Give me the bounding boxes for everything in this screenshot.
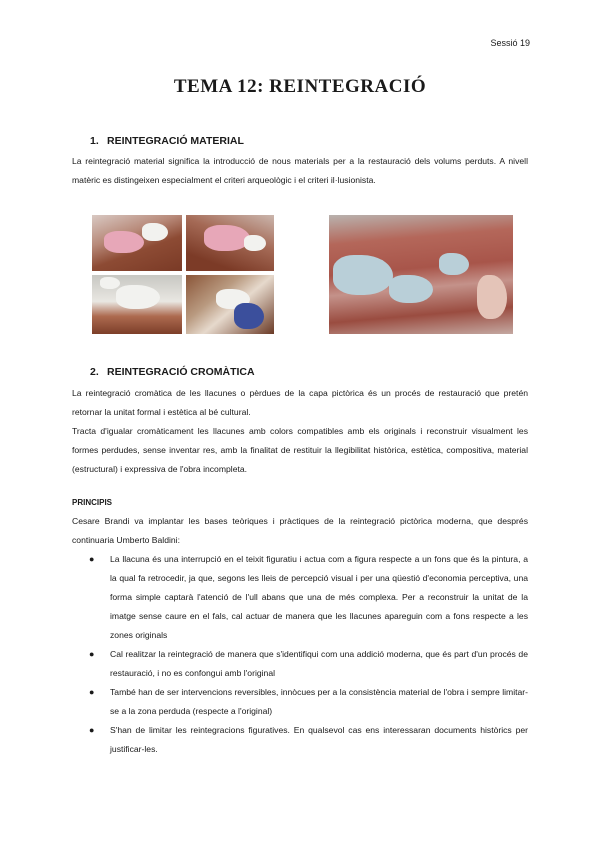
list-item: ● També han de ser intervencions reversibles, innòcues per a la consistència material de l'obra i sempre limitar-se a la zona perduda (respecte a l'original) — [72, 683, 528, 721]
principles-intro: Cesare Brandi va implantar les bases teòriques i pràctiques de la reintegració pictòrica moderna, que després continuaria Umberto Baldini: — [72, 516, 528, 545]
section-1-paragraph: La reintegració material significa la introducció de nous materials per a la restauració dels volums perduts. A nivell matèric es distingeixen especialment el criteri arqueològic i el criteri il·lusionista. — [72, 156, 528, 185]
bullet-icon: ● — [89, 554, 95, 564]
bullet-icon: ● — [89, 725, 95, 735]
restoration-photo-2 — [186, 215, 274, 271]
restoration-photo-4 — [186, 275, 274, 334]
section-2-title: REINTEGRACIÓ CROMÀTICA — [107, 366, 255, 378]
page-title: TEMA 12: REINTEGRACIÓ — [173, 76, 427, 97]
restoration-photo-1 — [92, 215, 182, 271]
principles-heading: PRINCIPIS — [72, 498, 113, 507]
list-item: ● S'han de limitar les reintegracions figuratives. En qualsevol cas ens interessaran documents històrics per justificar-les. — [72, 721, 528, 759]
principles-list — [72, 550, 528, 759]
restoration-photo-5 — [329, 215, 513, 334]
section-1-heading — [90, 135, 244, 147]
list-item: ● Cal realitzar la reintegració de manera que s'identifiqui com una addició moderna, que és part d'un procés de restauració, i no es confongui amb l'original — [72, 645, 528, 683]
list-item: ● La llacuna és una interrupció en el teixit figuratiu i actua com a figura respecte a un fons que és la pintura, a la qual fa retrocedir, ja que, segons les lleis de percepció visual i per una qüestió d'economia perceptiva, una forma simple captarà l'atenció de l'ull abans que una de més complexa. Per a reconstruir la unitat de la imatge sense caure en el fals, cal actuar de manera que les llacunes apareguin com a fons respecte a les zones originals — [72, 550, 528, 645]
section-2-paragraph-1: La reintegració cromàtica de les llacunes o pèrdues de la capa pictòrica és un procés de restauració que pretén retornar la unitat formal i estètica al bé cultural. — [72, 388, 528, 417]
section-2-number: 2. — [90, 366, 99, 378]
bullet-icon: ● — [89, 687, 95, 697]
session-label: Sessió 19 — [490, 38, 530, 48]
section-2-paragraph-2: Tracta d'igualar cromàticament les llacunes amb colors compatibles amb els originals i reconstruir visualment les formes perdudes, sense inventar res, amb la finalitat de restituir la llegibilitat històrica, estètica, compositiva, material (estructural) i expressiva de l'obra incompleta. — [72, 426, 528, 474]
section-2-heading — [90, 366, 255, 378]
section-1-number: 1. — [90, 135, 99, 147]
section-1-title: REINTEGRACIÓ MATERIAL — [107, 135, 244, 147]
restoration-photo-3 — [92, 275, 182, 334]
bullet-icon: ● — [89, 649, 95, 659]
